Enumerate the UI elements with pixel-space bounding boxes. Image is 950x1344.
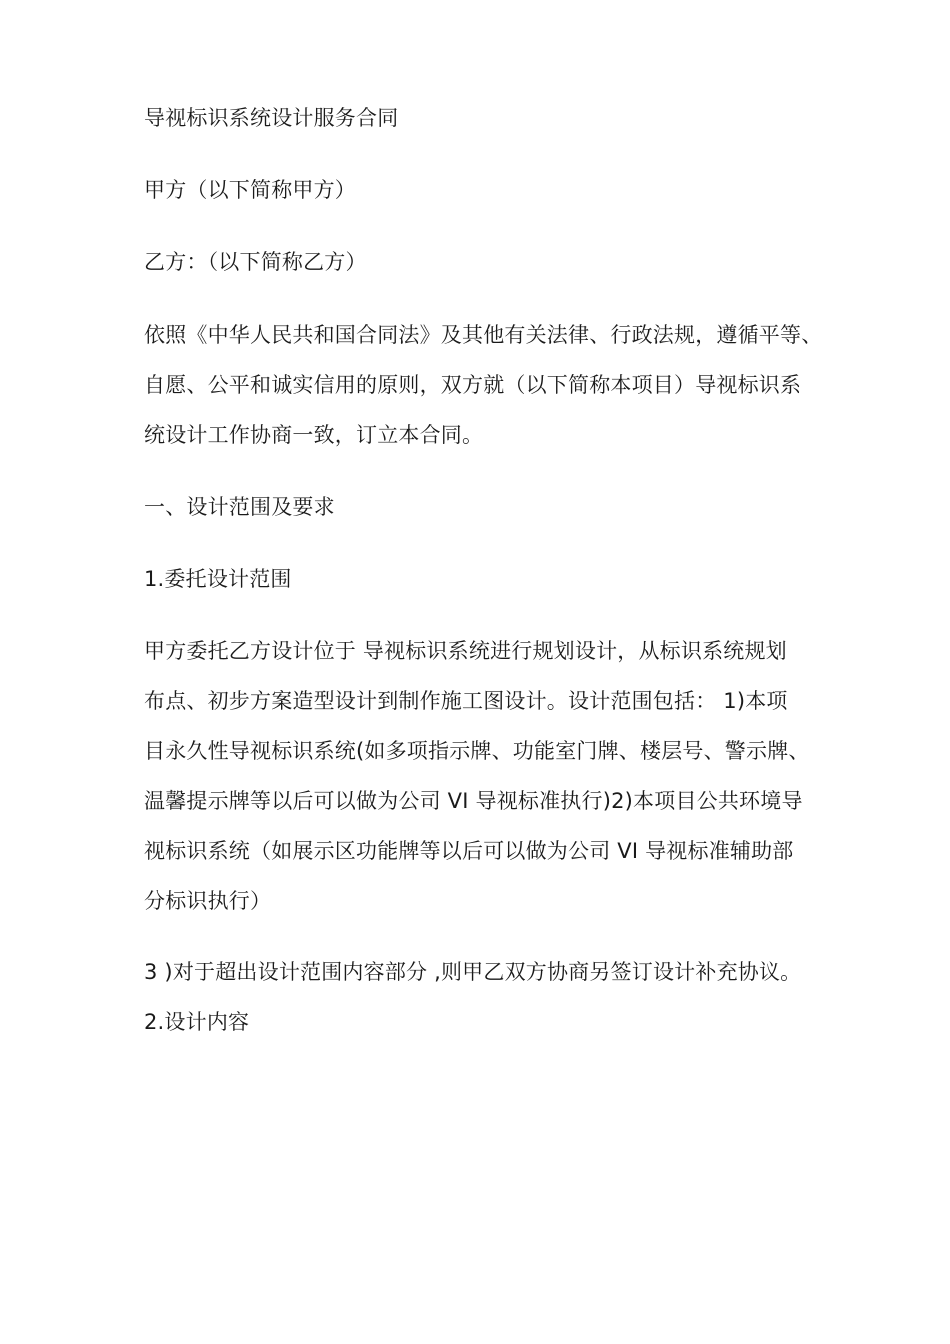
item-1-note: 3 )对于超出设计范围内容部分 ,则甲乙双方协商另签订设计补充协议。 (144, 960, 802, 984)
preamble-line-1: 依照《中华人民共和国合同法》及其他有关法律、行政法规，遵循平等、 (144, 323, 823, 347)
item-1-body-line-4: 温馨提示牌等以后可以做为公司 VI 导视标准执行)2)本项目公共环境导 (144, 789, 803, 813)
party-a-line: 甲方（以下简称甲方） (144, 178, 356, 202)
preamble-line-2: 自愿、公平和诚实信用的原则，双方就（以下简称本项目）导视标识系 (144, 373, 802, 397)
item-2-heading: 2.设计内容 (144, 1010, 250, 1034)
contract-title: 导视标识系统设计服务合同 (144, 106, 399, 130)
section-1-heading: 一、设计范围及要求 (144, 495, 335, 519)
item-1-body-line-6: 分标识执行） (144, 889, 272, 913)
item-1-body-line-2: 布点、初步方案造型设计到制作施工图设计。设计范围包括： 1)本项 (144, 689, 788, 713)
item-1-body-line-1: 甲方委托乙方设计位于 导视标识系统进行规划设计，从标识系统规划 (144, 639, 787, 663)
item-1-body-line-5: 视标识系统（如展示区功能牌等以后可以做为公司 VI 导视标准辅助部 (144, 839, 794, 863)
preamble-line-3: 统设计工作协商一致，订立本合同。 (144, 423, 484, 447)
party-b-line: 乙方：（以下简称乙方） (144, 250, 367, 274)
item-1-heading: 1.委托设计范围 (144, 567, 292, 591)
item-1-body-line-3: 目永久性导视标识系统(如多项指示牌、功能室门牌、楼层号、警示牌、 (144, 739, 810, 763)
